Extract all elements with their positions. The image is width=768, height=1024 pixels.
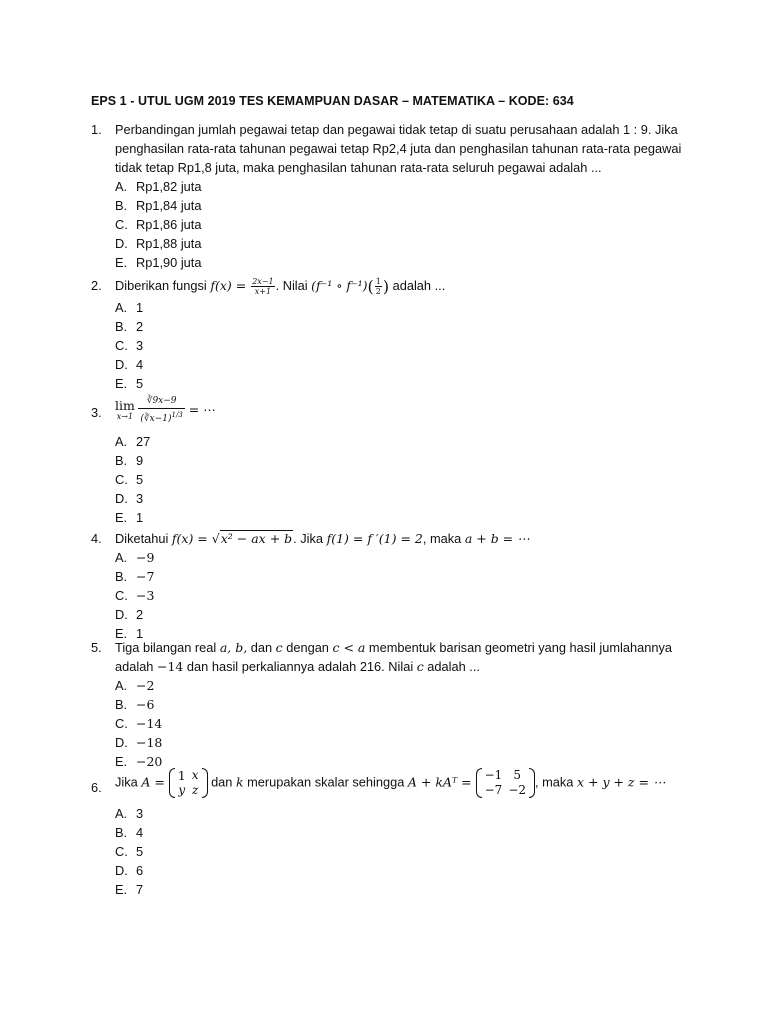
- option-b: B. 9: [115, 453, 144, 468]
- option-a: A. 27: [115, 434, 151, 449]
- question-stem: [115, 638, 691, 676]
- document-title: EPS 1 - UTUL UGM 2019 TES KEMAMPUAN DASAR – MATEMATIKA – KODE: 634: [91, 94, 574, 108]
- option-d: D. Rp1,88 juta: [115, 236, 202, 251]
- question-3: [91, 395, 691, 527]
- option-b: B. Rp1,84 juta: [115, 198, 202, 213]
- question-2: [91, 276, 691, 393]
- option-c: C. −3: [115, 588, 155, 603]
- option-e: E. 1: [115, 510, 144, 525]
- option-c: C. −14: [115, 716, 163, 731]
- options-list: [115, 676, 691, 771]
- option-d: D. 4: [115, 357, 144, 372]
- question-number: 2.: [91, 278, 102, 293]
- option-b: B. 4: [115, 825, 144, 840]
- option-b: B. −6: [115, 697, 155, 712]
- option-c: C. 5: [115, 472, 144, 487]
- matrix-b: −1 5 −7 −2: [476, 768, 535, 798]
- fraction: $\frac{∛9x-9}{(∛x-1)^{1/3}}$: [140, 396, 183, 424]
- fraction: $\frac{2x-1}{x+1}$: [252, 277, 274, 297]
- question-1: [91, 120, 691, 272]
- option-d: D. 6: [115, 863, 144, 878]
- option-e: E. 1: [115, 626, 144, 641]
- option-e: E. 5: [115, 376, 144, 391]
- matrix-a: 1 x y z: [169, 768, 208, 798]
- options-list: [115, 804, 691, 899]
- option-d: D. −18: [115, 735, 163, 750]
- question-stem: lim x→1 $\frac{∛9x-9}{(∛x-1)^{1/3}}$ = ⋯: [115, 396, 216, 424]
- question-number: 1.: [91, 122, 102, 137]
- options-list: [115, 548, 691, 643]
- stem-line: penghasilan rata-rata tahunan pegawai tetap Rp2,4 juta dan penghasilan tahunan rata-rata pegawai: [115, 141, 682, 156]
- option-d: D. 2: [115, 607, 144, 622]
- option-e: E. 7: [115, 882, 144, 897]
- question-stem: Jika A = 1 x y z dan k merupakan skalar sehingga A + kAᵀ = −1 5 −7 −2 , maka x + y + z = ⋯: [115, 768, 666, 797]
- fraction: $\frac{1}{2}$: [375, 277, 381, 297]
- option-c: C. 3: [115, 338, 144, 353]
- stem-line: Perbandingan jumlah pegawai tetap dan pegawai tidak tetap di suatu perusahaan adalah 1 : 9. Jika: [115, 122, 678, 137]
- option-a: A. 3: [115, 806, 144, 821]
- question-number: 5.: [91, 640, 102, 655]
- option-d: D. 3: [115, 491, 144, 506]
- stem-line: adalah −14 dan hasil perkaliannya adalah 216. Nilai c adalah ...: [115, 659, 480, 674]
- stem-line: tidak tetap Rp1,8 juta, maka penghasilan tahunan rata-rata seluruh pegawai adalah ...: [115, 160, 602, 175]
- option-b: B. −7: [115, 569, 155, 584]
- question-stem: Diberikan fungsi f(x) = $\frac{2x-1}{x+1}$ . Nilai (f⁻¹ ∘ f⁻¹)( $\frac{1}{2}$ ) adalah ...: [115, 277, 446, 297]
- option-a: A. −9: [115, 550, 155, 565]
- option-e: E. Rp1,90 juta: [115, 255, 202, 270]
- option-c: C. 5: [115, 844, 144, 859]
- question-6: [91, 768, 691, 899]
- options-list: [115, 177, 691, 272]
- option-a: A. 1: [115, 300, 144, 315]
- question-number: 3.: [91, 405, 102, 420]
- limit-operator: lim x→1: [115, 397, 135, 421]
- question-stem: [115, 120, 691, 177]
- question-number: 6.: [91, 780, 102, 795]
- stem-line: Tiga bilangan real a, b, dan c dengan c < a membentuk barisan geometri yang hasil jumlahannya: [115, 640, 672, 655]
- question-stem: Diketahui f(x) = √x² − ax + b. Jika f(1) = f ′(1) = 2, maka a + b = ⋯: [115, 531, 530, 546]
- option-a: A. Rp1,82 juta: [115, 179, 202, 194]
- options-list: [115, 432, 691, 527]
- question-4: [91, 529, 691, 643]
- option-c: C. Rp1,86 juta: [115, 217, 202, 232]
- options-list: [115, 298, 691, 393]
- option-e: E. −20: [115, 754, 163, 769]
- question-5: [91, 638, 691, 771]
- option-a: A. −2: [115, 678, 155, 693]
- option-b: B. 2: [115, 319, 144, 334]
- question-number: 4.: [91, 531, 102, 546]
